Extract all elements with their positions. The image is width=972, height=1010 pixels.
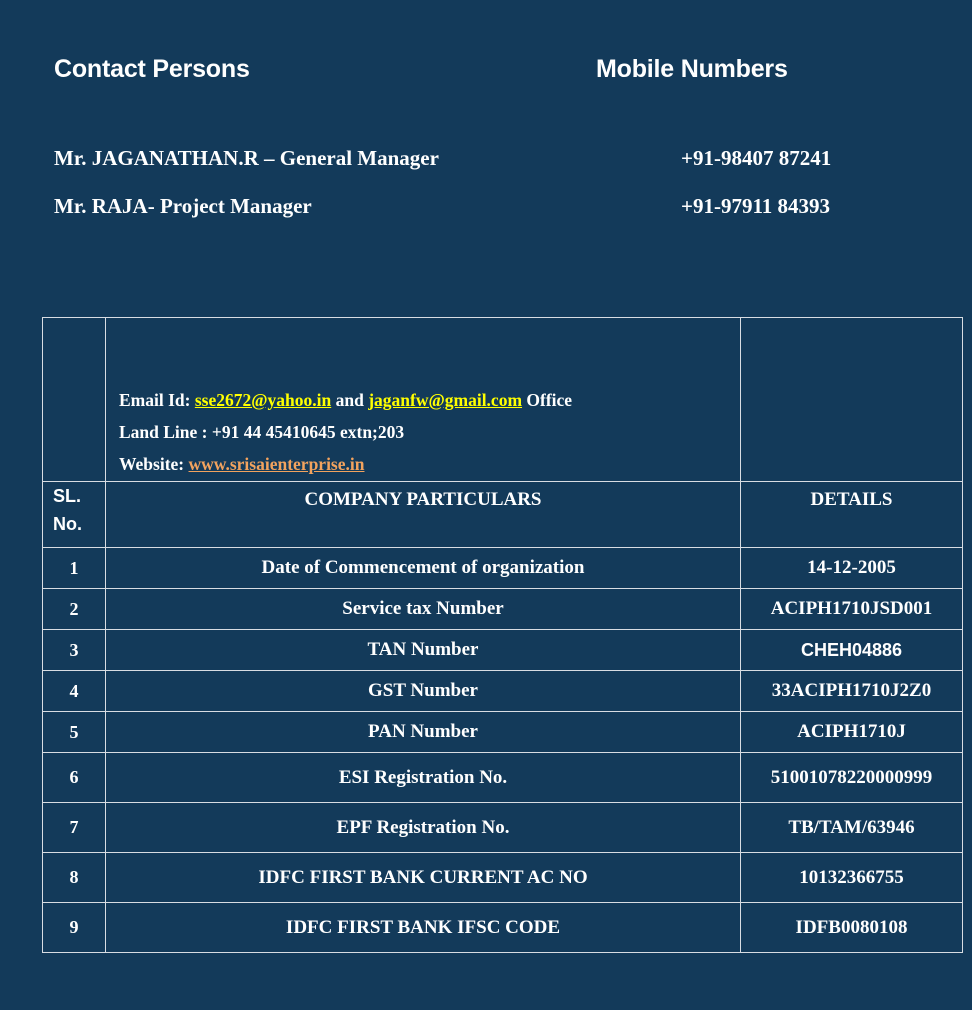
website-link[interactable]: www.srisaienterprise.in bbox=[188, 454, 365, 474]
detail-cell: 33ACIPH1710J2Z0 bbox=[741, 671, 963, 712]
particular-cell: TAN Number bbox=[106, 630, 741, 671]
particular-cell: GST Number bbox=[106, 671, 741, 712]
sl-cell: 3 bbox=[43, 630, 106, 671]
particular-cell: EPF Registration No. bbox=[106, 803, 741, 853]
particular-cell: ESI Registration No. bbox=[106, 753, 741, 803]
contact-mobile: +91-97911 84393 bbox=[681, 194, 831, 218]
particular-cell: IDFC FIRST BANK CURRENT AC NO bbox=[106, 853, 741, 903]
contact-row bbox=[0, 146, 972, 176]
header-sl-no bbox=[43, 482, 106, 548]
table-row bbox=[43, 803, 963, 853]
contact-mobile: +91-98407 87241 bbox=[681, 146, 832, 170]
table-row bbox=[43, 903, 963, 953]
table-row bbox=[43, 630, 963, 671]
and-text: and bbox=[335, 390, 364, 410]
contact-row bbox=[0, 194, 972, 224]
table-row bbox=[43, 589, 963, 630]
email-label: Email Id: bbox=[119, 390, 191, 410]
detail-cell: ACIPH1710JSD001 bbox=[741, 589, 963, 630]
header-details: DETAILS bbox=[741, 482, 963, 548]
detail-cell: 14-12-2005 bbox=[741, 548, 963, 589]
sl-cell: 6 bbox=[43, 753, 106, 803]
contact-name: Mr. JAGANATHAN.R – General Manager bbox=[54, 146, 439, 170]
header-no-line: No. bbox=[53, 514, 82, 534]
detail-cell: TB/TAM/63946 bbox=[741, 803, 963, 853]
table-header-row bbox=[43, 482, 963, 548]
info-empty-cell bbox=[741, 318, 963, 482]
table-row bbox=[43, 853, 963, 903]
header-company-particulars: COMPANY PARTICULARS bbox=[106, 482, 741, 548]
email-line bbox=[119, 384, 740, 416]
info-empty-cell bbox=[43, 318, 106, 482]
contact-name: Mr. RAJA- Project Manager bbox=[54, 194, 312, 218]
company-particulars-table bbox=[42, 317, 963, 953]
header-sl-line: SL. bbox=[53, 486, 82, 506]
website-line bbox=[119, 448, 740, 480]
contact-persons-heading: Contact Persons bbox=[54, 55, 250, 83]
mobile-numbers-heading: Mobile Numbers bbox=[596, 55, 788, 83]
table-row bbox=[43, 671, 963, 712]
landline-line: Land Line : +91 44 45410645 extn;203 bbox=[119, 422, 405, 442]
table-row bbox=[43, 712, 963, 753]
email-link-yahoo[interactable]: sse2672@yahoo.in bbox=[194, 390, 332, 410]
sl-cell: 4 bbox=[43, 671, 106, 712]
sl-cell: 8 bbox=[43, 853, 106, 903]
particular-cell: Service tax Number bbox=[106, 589, 741, 630]
sl-cell: 5 bbox=[43, 712, 106, 753]
sl-cell: 1 bbox=[43, 548, 106, 589]
particular-cell: IDFC FIRST BANK IFSC CODE bbox=[106, 903, 741, 953]
detail-cell: ACIPH1710J bbox=[741, 712, 963, 753]
particular-cell: Date of Commencement of organization bbox=[106, 548, 741, 589]
info-row bbox=[43, 318, 963, 482]
detail-cell: IDFB0080108 bbox=[741, 903, 963, 953]
sl-cell: 7 bbox=[43, 803, 106, 853]
table-row bbox=[43, 753, 963, 803]
contact-info-cell bbox=[106, 318, 741, 482]
sl-cell: 9 bbox=[43, 903, 106, 953]
detail-cell: CHEH04886 bbox=[741, 630, 963, 671]
detail-cell: 51001078220000999 bbox=[741, 753, 963, 803]
table-row bbox=[43, 548, 963, 589]
office-text: Office bbox=[526, 390, 573, 410]
sl-cell: 2 bbox=[43, 589, 106, 630]
detail-cell: 10132366755 bbox=[741, 853, 963, 903]
email-link-gmail[interactable]: jaganfw@gmail.com bbox=[368, 390, 523, 410]
particular-cell: PAN Number bbox=[106, 712, 741, 753]
website-label: Website: bbox=[119, 454, 185, 474]
